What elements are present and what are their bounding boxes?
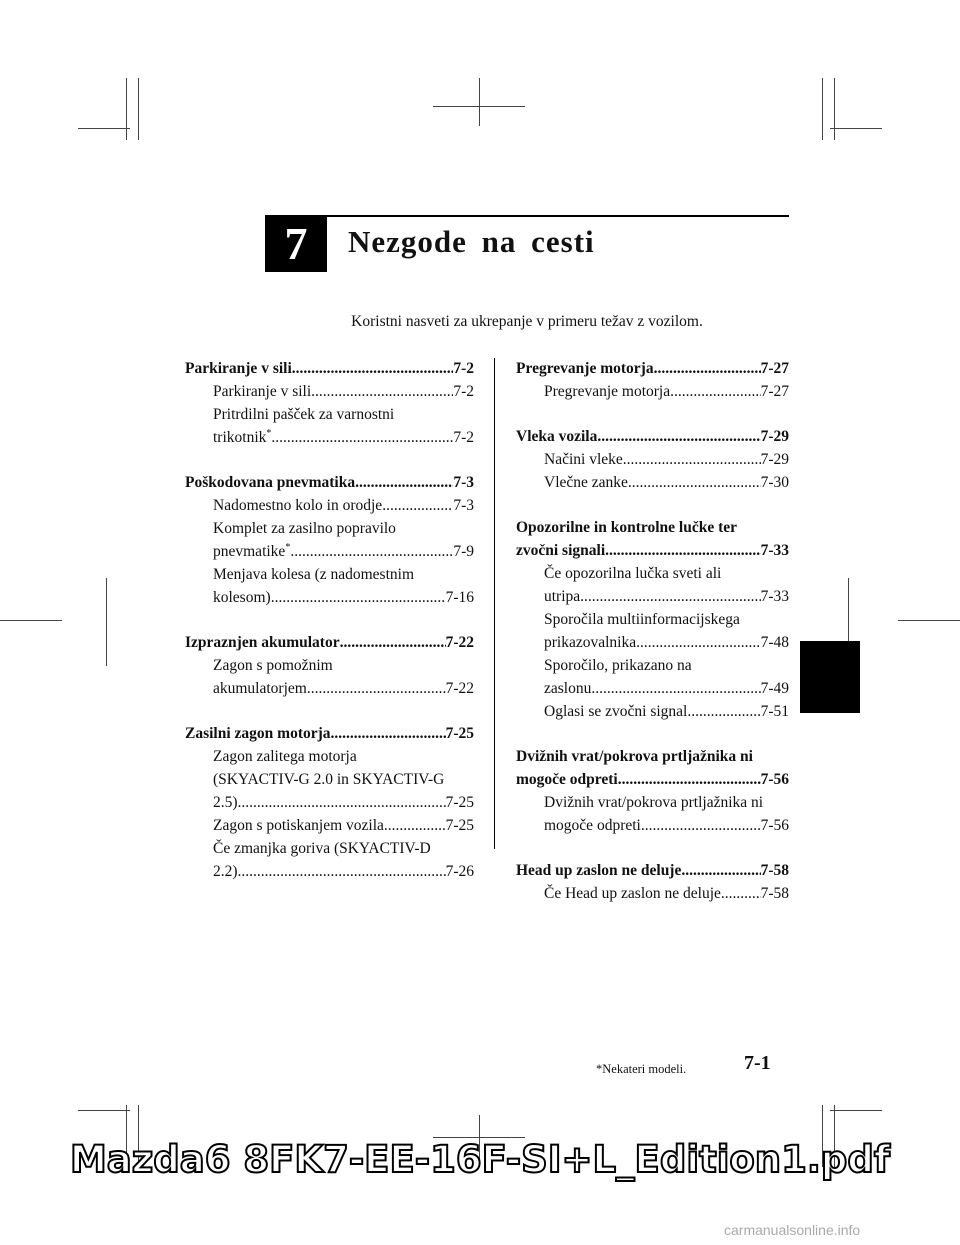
dot-leader	[618, 768, 761, 791]
toc-group	[185, 722, 474, 883]
toc-entry[interactable]	[185, 380, 474, 403]
toc-page-ref: 7-27	[760, 360, 789, 377]
toc-entry-text: Dvižnih vrat/pokrova prtljažnika ni	[516, 748, 753, 765]
toc-entry[interactable]	[516, 448, 789, 471]
toc-page-ref: 7-22	[445, 634, 474, 651]
toc-entry-text: Zagon zalitega motorja	[213, 748, 357, 765]
toc-group	[516, 425, 789, 494]
toc-entry[interactable]	[516, 882, 789, 905]
toc-page-ref: 7-2	[453, 360, 474, 377]
toc-entry[interactable]	[185, 586, 474, 609]
toc-page-ref: 7-27	[760, 383, 789, 400]
toc-entry[interactable]	[516, 471, 789, 494]
toc-entry[interactable]	[185, 403, 474, 426]
toc-entry[interactable]	[516, 700, 789, 723]
toc-entry-text: Sporočilo, prikazano na	[544, 657, 692, 674]
dot-leader	[687, 700, 760, 723]
toc-entry-text: Pritrdilni pašček za varnostni	[213, 406, 395, 423]
dot-leader	[238, 791, 446, 814]
footnote-marker: *	[285, 541, 291, 553]
toc-group	[516, 516, 789, 723]
toc-entry[interactable]	[516, 814, 789, 837]
crop-mark	[834, 78, 835, 140]
toc-section-heading[interactable]	[516, 516, 789, 539]
dot-leader	[238, 860, 446, 883]
dot-leader	[384, 814, 446, 837]
crop-mark	[106, 578, 107, 666]
toc-entry-text: Če opozorilna lučka sveti ali	[544, 565, 722, 582]
toc-entry[interactable]	[516, 608, 789, 631]
toc-group	[185, 631, 474, 700]
crop-mark	[479, 78, 480, 126]
toc-entry[interactable]	[185, 745, 474, 768]
toc-page-ref: 7-56	[760, 817, 789, 834]
toc-entry[interactable]	[185, 791, 474, 814]
crop-mark	[126, 78, 127, 140]
crop-mark	[822, 78, 823, 140]
toc-section-heading[interactable]	[516, 859, 789, 882]
toc-entry[interactable]	[516, 562, 789, 585]
toc-entry-text: Head up zaslon ne deluje	[516, 862, 682, 879]
crop-mark	[830, 128, 882, 129]
toc-page-ref: 7-2	[453, 429, 474, 446]
toc-page-ref: 7-3	[453, 474, 474, 491]
toc-page-ref: 7-2	[453, 383, 474, 400]
dot-leader	[623, 448, 761, 471]
toc-entry[interactable]	[516, 791, 789, 814]
dot-leader	[681, 859, 760, 882]
dot-leader	[271, 426, 453, 449]
toc-page-ref: 7-25	[445, 817, 474, 834]
footnote: *Nekateri modeli.	[596, 1062, 687, 1076]
crop-mark	[830, 1110, 882, 1111]
toc-entry[interactable]	[185, 654, 474, 677]
column-divider	[494, 358, 495, 849]
dot-leader	[290, 540, 453, 563]
toc-entry[interactable]	[516, 677, 789, 700]
toc-entry[interactable]	[185, 540, 474, 563]
toc-left-column	[185, 357, 474, 905]
toc-page-ref: 7-26	[445, 863, 474, 880]
toc-entry-text: trikotnik*	[213, 427, 272, 446]
toc-entry-text: akumulatorjem	[213, 680, 307, 697]
dot-leader	[382, 494, 453, 517]
dot-leader	[340, 631, 446, 654]
toc-section-heading[interactable]	[185, 722, 474, 745]
toc-entry[interactable]	[516, 631, 789, 654]
toc-group	[185, 357, 474, 449]
toc-entry-text: zaslonu	[544, 680, 592, 697]
toc-entry-text: 2.5)	[213, 794, 238, 811]
toc-entry[interactable]	[185, 426, 474, 449]
toc-entry-text: Poškodovana pnevmatika	[185, 474, 356, 491]
toc-group	[516, 357, 789, 403]
toc-entry[interactable]	[185, 768, 474, 791]
dot-leader	[605, 539, 760, 562]
toc-page-ref: 7-29	[760, 451, 789, 468]
toc-entry-text: Parkiranje v sili	[213, 383, 312, 400]
toc-entry-text: Če zmanjka goriva (SKYACTIV-D	[213, 840, 431, 857]
toc-entry[interactable]	[185, 860, 474, 883]
toc-entry-text: zvočni signali	[516, 542, 606, 559]
toc-entry-text: Komplet za zasilno popravilo	[213, 520, 396, 537]
chapter-title: Nezgode na cesti	[348, 224, 595, 259]
dot-leader	[721, 882, 761, 905]
dot-leader	[670, 380, 760, 403]
toc-entry-text: (SKYACTIV-G 2.0 in SKYACTIV-G	[213, 771, 445, 788]
dot-leader	[311, 380, 453, 403]
toc-page-ref: 7-30	[760, 474, 789, 491]
toc-page-ref: 7-56	[760, 771, 789, 788]
dot-leader	[636, 631, 760, 654]
toc-group	[516, 745, 789, 837]
toc-page-ref: 7-3	[453, 497, 474, 514]
dot-leader	[591, 677, 760, 700]
toc-entry[interactable]	[185, 837, 474, 860]
toc-entry-text: mogoče odpreti	[516, 771, 618, 788]
dot-leader	[307, 677, 446, 700]
toc-entry-text: Menjava kolesa (z nadomestnim	[213, 566, 415, 583]
toc-entry-text: Dvižnih vrat/pokrova prtljažnika ni	[544, 794, 764, 811]
crop-mark	[898, 620, 960, 621]
toc-entry-text: Pregrevanje motorja	[516, 360, 654, 377]
toc-page-ref: 7-49	[760, 680, 789, 697]
toc-entry[interactable]	[185, 814, 474, 837]
toc-group	[185, 471, 474, 609]
toc-entry-text: Parkiranje v sili	[185, 360, 292, 377]
toc-page-ref: 7-9	[453, 543, 474, 560]
toc-group	[516, 859, 789, 905]
toc-entry-text: Nadomestno kolo in orodje	[213, 497, 383, 514]
toc-page-ref: 7-22	[445, 680, 474, 697]
toc-entry-text: Zasilni zagon motorja	[185, 725, 331, 742]
toc-section-heading[interactable]	[516, 768, 789, 791]
toc-entry-text: Če Head up zaslon ne deluje	[544, 885, 721, 902]
toc-entry[interactable]	[185, 494, 474, 517]
toc-entry-text: Opozorilne in kontrolne lučke ter	[516, 519, 738, 536]
toc-entry-text: Vlečne zanke	[544, 474, 628, 491]
toc-page-ref: 7-25	[445, 794, 474, 811]
toc-section-heading[interactable]	[516, 539, 789, 562]
crop-mark	[78, 1110, 130, 1111]
crop-mark	[0, 620, 62, 621]
toc-section-heading[interactable]	[185, 357, 474, 380]
toc-entry-text: prikazovalnika	[544, 634, 637, 651]
toc-entry[interactable]	[185, 563, 474, 586]
toc-section-heading[interactable]	[516, 357, 789, 380]
toc-entry-text: Načini vleke	[544, 451, 623, 468]
toc-page-ref: 7-48	[760, 634, 789, 651]
toc-entry-text: Zagon s potiskanjem vozila	[213, 817, 384, 834]
toc-section-heading[interactable]	[516, 425, 789, 448]
dot-leader	[628, 471, 761, 494]
toc-entry-text: Izpraznjen akumulator	[185, 634, 340, 651]
dot-leader	[271, 586, 446, 609]
toc-right-column	[516, 357, 789, 927]
toc-page-ref: 7-33	[760, 588, 789, 605]
dot-leader	[597, 425, 760, 448]
chapter-number: 7	[265, 215, 327, 272]
toc-page-ref: 7-58	[760, 885, 789, 902]
toc-entry-text: Sporočila multiinformacijskega	[544, 611, 740, 628]
toc-page-ref: 7-25	[445, 725, 474, 742]
dot-leader	[292, 357, 454, 380]
crop-mark	[78, 128, 130, 129]
toc-entry-text: mogoče odpreti	[544, 817, 641, 834]
toc-page-ref: 7-33	[760, 542, 789, 559]
crop-mark	[138, 78, 139, 140]
watermark: Mazda6 8FK7-EE-16F-SI+L_Edition1.pdf	[69, 1138, 891, 1181]
dot-leader	[654, 357, 761, 380]
dot-leader	[641, 814, 761, 837]
toc-entry-text: Pregrevanje motorja	[544, 383, 671, 400]
dot-leader	[355, 471, 453, 494]
dot-leader	[331, 722, 446, 745]
toc-section-heading[interactable]	[185, 631, 474, 654]
toc-section-heading[interactable]	[185, 471, 474, 494]
chapter-side-tab	[800, 641, 860, 713]
toc-entry[interactable]	[516, 654, 789, 677]
toc-entry-text: Zagon s pomožnim	[213, 657, 333, 674]
toc-entry-text: pnevmatike*	[213, 541, 291, 560]
toc-page-ref: 7-51	[760, 703, 789, 720]
toc-entry-text: Vleka vozila	[516, 428, 598, 445]
toc-entry-text: Oglasi se zvočni signal	[544, 703, 688, 720]
chapter-rule	[327, 215, 789, 217]
toc-entry-text: kolesom)	[213, 589, 271, 606]
footnote-marker: *	[266, 427, 272, 439]
toc-entry-text: 2.2)	[213, 863, 238, 880]
toc-entry[interactable]	[516, 380, 789, 403]
toc-entry-text: utripa	[544, 588, 581, 605]
site-watermark: carmanualsonline.info	[724, 1222, 861, 1238]
toc-page-ref: 7-16	[445, 589, 474, 606]
toc-page-ref: 7-29	[760, 428, 789, 445]
toc-entry[interactable]	[516, 585, 789, 608]
chapter-intro: Koristni nasveti za ukrepanje v primeru težav z vozilom.	[351, 313, 703, 330]
dot-leader	[580, 585, 760, 608]
toc-page-ref: 7-58	[760, 862, 789, 879]
toc-section-heading[interactable]	[516, 745, 789, 768]
toc-entry[interactable]	[185, 517, 474, 540]
page-number: 7-1	[744, 1052, 771, 1074]
toc-entry[interactable]	[185, 677, 474, 700]
